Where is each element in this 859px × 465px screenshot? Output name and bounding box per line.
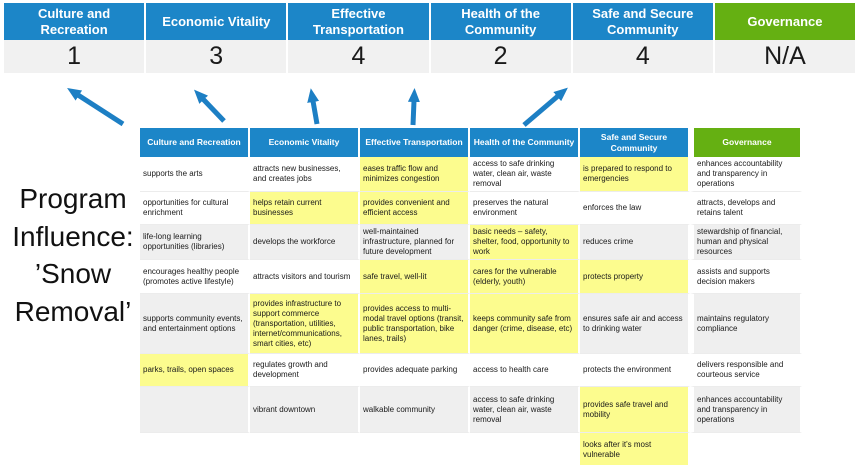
banner-score-value: 4: [573, 40, 713, 73]
matrix-header-row: [140, 128, 802, 157]
matrix-row-6: [140, 387, 802, 433]
matrix-cell: basic needs – safety, shelter, food, opportunity to work: [470, 225, 580, 260]
banner-category-label: Effective Transportation: [288, 3, 428, 40]
matrix-cell: provides infrastructure to support commerce (transportation, utilities, internet/communications, smart cities, etc): [250, 294, 360, 354]
matrix-row-7: [140, 433, 802, 465]
matrix-cell: encourages healthy people (promotes active lifestyle): [140, 260, 250, 294]
matrix-cell: cares for the vulnerable (elderly, youth): [470, 260, 580, 294]
matrix-cell: stewardship of financial, human and physical resources: [690, 225, 802, 260]
banner-column-3: [431, 3, 571, 73]
banner-column-5: [715, 3, 855, 73]
matrix-cell: well-maintained infrastructure, planned for future development: [360, 225, 470, 260]
matrix-header-cell: Safe and Secure Community: [580, 128, 690, 157]
matrix-cell: enhances accountability and transparency in operations: [690, 387, 802, 433]
matrix-cell: life-long learning opportunities (libraries): [140, 225, 250, 260]
matrix-cell: eases traffic flow and minimizes congestion: [360, 157, 470, 192]
banner-score-value: 1: [4, 40, 144, 73]
matrix-header-cell: Culture and Recreation: [140, 128, 250, 157]
matrix-cell: provides safe travel and mobility: [580, 387, 690, 433]
matrix-cell: reduces crime: [580, 225, 690, 260]
matrix-cell: [140, 387, 250, 433]
arrow-economic-vitality: [203, 99, 224, 121]
matrix-row-2: [140, 225, 802, 260]
matrix-cell: supports the arts: [140, 157, 250, 192]
matrix-cell: protects property: [580, 260, 690, 294]
matrix-row-0: [140, 157, 802, 192]
influence-matrix: [140, 128, 802, 465]
matrix-row-4: [140, 294, 802, 354]
matrix-cell: protects the environment: [580, 354, 690, 387]
matrix-cell: is prepared to respond to emergencies: [580, 157, 690, 192]
matrix-cell: opportunities for cultural enrichment: [140, 192, 250, 225]
matrix-cell: preserves the natural environment: [470, 192, 580, 225]
banner-column-4: [573, 3, 713, 73]
matrix-cell: assists and supports decision makers: [690, 260, 802, 294]
matrix-cell: keeps community safe from danger (crime, disease, etc): [470, 294, 580, 354]
matrix-cell: delivers responsible and courteous service: [690, 354, 802, 387]
matrix-cell: vibrant downtown: [250, 387, 360, 433]
matrix-cell: helps retain current businesses: [250, 192, 360, 225]
matrix-cell: attracts visitors and tourism: [250, 260, 360, 294]
banner-score-value: 4: [288, 40, 428, 73]
matrix-cell: ensures safe air and access to drinking water: [580, 294, 690, 354]
matrix-cell: [250, 433, 360, 465]
matrix-cell: maintains regulatory compliance: [690, 294, 802, 354]
banner-category-label: Governance: [715, 3, 855, 40]
banner-column-0: [4, 3, 144, 73]
matrix-cell: walkable community: [360, 387, 470, 433]
matrix-header-cell: Economic Vitality: [250, 128, 360, 157]
matrix-row-3: [140, 260, 802, 294]
matrix-cell: [690, 433, 802, 465]
matrix-cell: attracts new businesses, and creates jobs: [250, 157, 360, 192]
matrix-row-1: [140, 192, 802, 225]
arrow-health-community: [413, 101, 414, 125]
matrix-cell: [360, 433, 470, 465]
banner-column-1: [146, 3, 286, 73]
arrow-safe-secure-community: [524, 96, 558, 125]
matrix-body: [140, 157, 802, 465]
program-influence-label: Program Influence: ’Snow Removal’: [12, 183, 134, 327]
matrix-cell: parks, trails, open spaces: [140, 354, 250, 387]
matrix-cell: access to safe drinking water, clean air, waste removal: [470, 387, 580, 433]
matrix-cell: access to safe drinking water, clean air, waste removal: [470, 157, 580, 192]
matrix-header-cell: Health of the Community: [470, 128, 580, 157]
banner-category-label: Health of the Community: [431, 3, 571, 40]
matrix-row-5: [140, 354, 802, 387]
score-banner: [4, 3, 855, 73]
matrix-header-cell: Governance: [690, 128, 802, 157]
arrow-effective-transportation: [313, 101, 317, 124]
matrix-cell: attracts, develops and retains talent: [690, 192, 802, 225]
arrow-culture-recreation: [78, 95, 123, 124]
banner-score-value: 2: [431, 40, 571, 73]
banner-category-label: Culture and Recreation: [4, 3, 144, 40]
banner-score-value: 3: [146, 40, 286, 73]
matrix-cell: provides access to multi-modal travel options (transit, public transportation, bike lanes, trails): [360, 294, 470, 354]
matrix-cell: looks after it's most vulnerable: [580, 433, 690, 465]
matrix-cell: supports community events, and entertainment options: [140, 294, 250, 354]
matrix-header-cell: Effective Transportation: [360, 128, 470, 157]
matrix-cell: [470, 433, 580, 465]
matrix-cell: provides adequate parking: [360, 354, 470, 387]
matrix-cell: enhances accountability and transparency in operations: [690, 157, 802, 192]
matrix-cell: provides convenient and efficient access: [360, 192, 470, 225]
banner-column-2: [288, 3, 428, 73]
matrix-cell: safe travel, well-lit: [360, 260, 470, 294]
matrix-cell: [140, 433, 250, 465]
matrix-cell: enforces the law: [580, 192, 690, 225]
matrix-cell: develops the workforce: [250, 225, 360, 260]
banner-category-label: Safe and Secure Community: [573, 3, 713, 40]
banner-score-value: N/A: [715, 40, 855, 73]
banner-category-label: Economic Vitality: [146, 3, 286, 40]
matrix-cell: regulates growth and development: [250, 354, 360, 387]
matrix-cell: access to health care: [470, 354, 580, 387]
